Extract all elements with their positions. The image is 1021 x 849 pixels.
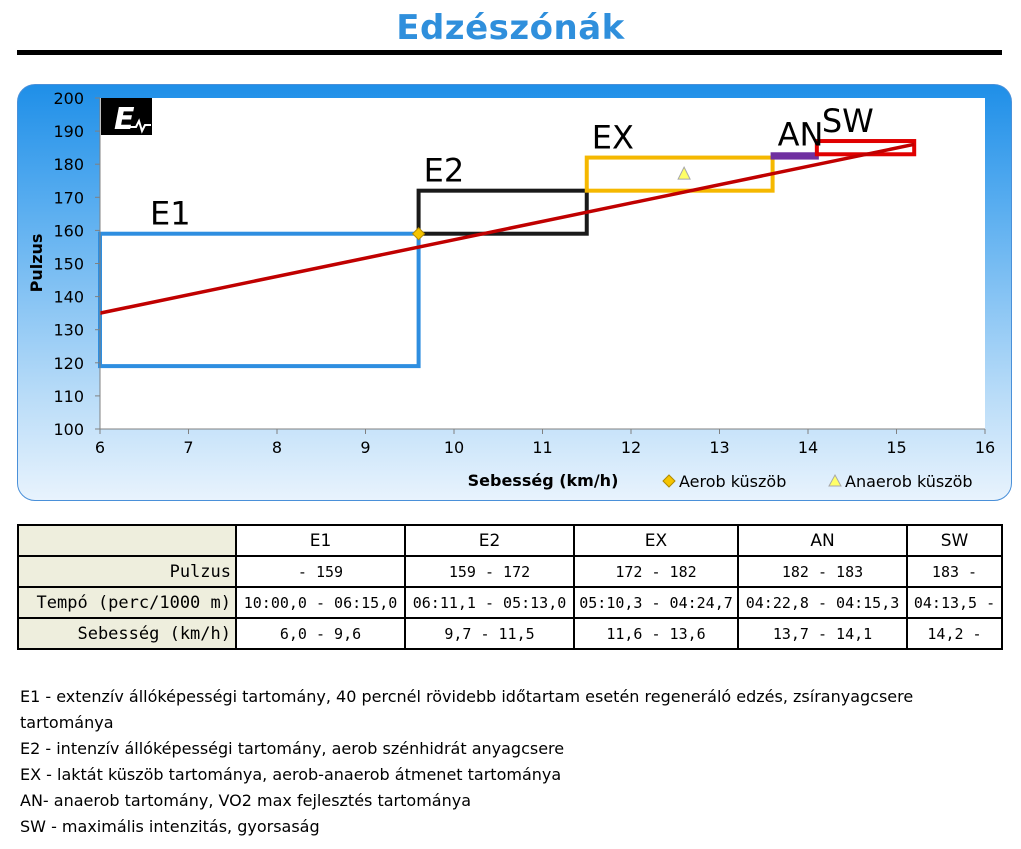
- table-cell: 04:13,5 -: [907, 587, 1002, 618]
- title-divider: [17, 50, 1002, 55]
- page-title: Edzészónák: [396, 8, 625, 48]
- table-cell: 10:00,0 - 06:15,0: [236, 587, 405, 618]
- table-cell: 183 -: [907, 556, 1002, 587]
- table-cell: 159 - 172: [405, 556, 574, 587]
- chart-frame: [17, 84, 1012, 501]
- table-row: [18, 587, 1002, 618]
- y-tick-label: 190: [53, 122, 84, 142]
- x-tick-label: 13: [709, 438, 730, 457]
- y-tick-label: 200: [53, 89, 84, 108]
- table-cell: 172 - 182: [574, 556, 738, 587]
- note-e2: E2 - intenzív állóképességi tartomány, aerob szénhidrát anyagcsere: [20, 739, 565, 758]
- legend-label-anaerob: Anaerob küszöb: [845, 472, 973, 491]
- x-tick-label: 15: [886, 438, 907, 457]
- note-sw: SW - maximális intenzitás, gyorsaság: [20, 817, 320, 836]
- x-tick-label: 7: [183, 438, 194, 457]
- note-ex: EX - laktát küszöb tartománya, aerob-anaerob átmenet tartománya: [20, 765, 562, 784]
- x-tick-label: 16: [974, 438, 996, 457]
- row-header: Sebesség (km/h): [18, 618, 236, 649]
- y-tick-label: 150: [53, 254, 84, 274]
- table-row: [18, 556, 1002, 587]
- column-header: SW: [907, 525, 1002, 556]
- table-header-row: [18, 525, 1002, 556]
- table-cell: 06:11,1 - 05:13,0: [405, 587, 574, 618]
- zone-label-sw: SW: [821, 102, 874, 141]
- plot-area: [100, 98, 985, 429]
- zone-box-an: [773, 154, 817, 157]
- note-an: AN- anaerob tartomány, VO2 max fejlesztés tartománya: [20, 791, 471, 810]
- table-cell: - 159: [236, 556, 405, 587]
- x-tick-label: 8: [271, 438, 283, 457]
- y-tick-label: 110: [53, 386, 84, 406]
- y-axis-title: Pulzus: [27, 233, 46, 293]
- x-tick-label: 14: [797, 438, 819, 457]
- y-tick-label: 100: [53, 420, 84, 439]
- note-e1: E1 - extenzív állóképességi tartomány, 40 percnél rövidebb időtartam esetén regeneráló edzés, zsíranyagcsere tartománya: [20, 687, 914, 732]
- zone-chart: [18, 85, 1011, 500]
- column-header: E2: [405, 525, 574, 556]
- column-header: EX: [574, 525, 738, 556]
- table-cell: 182 - 183: [738, 556, 907, 587]
- logo-text: E: [114, 102, 135, 137]
- table-cell: 9,7 - 11,5: [405, 618, 574, 649]
- table-cell: 13,7 - 14,1: [738, 618, 907, 649]
- zone-label-e1: E1: [150, 194, 191, 233]
- y-tick-label: 180: [53, 155, 84, 175]
- legend: [663, 472, 973, 491]
- x-tick-label: 11: [532, 438, 553, 457]
- logo-badge: [101, 98, 152, 137]
- row-header: Tempó (perc/1000 m): [18, 587, 236, 618]
- zone-notes: [20, 684, 1000, 840]
- x-tick-label: 12: [620, 438, 642, 457]
- column-header: AN: [738, 525, 907, 556]
- zone-label-e2: E2: [423, 151, 465, 190]
- y-tick-label: 140: [53, 287, 84, 307]
- table-cell: 05:10,3 - 04:24,7: [574, 587, 738, 618]
- x-tick-label: 9: [360, 438, 371, 457]
- y-tick-label: 120: [53, 353, 84, 373]
- x-axis-title: Sebesség (km/h): [467, 471, 619, 490]
- y-tick-label: 130: [53, 320, 84, 340]
- table-cell: 14,2 -: [907, 618, 1002, 649]
- zone-table: [17, 524, 1003, 650]
- y-tick-label: 170: [53, 188, 84, 208]
- table-cell: 11,6 - 13,6: [574, 618, 738, 649]
- x-tick-label: 6: [94, 438, 106, 457]
- x-tick-label: 10: [443, 438, 465, 457]
- table-row: [18, 618, 1002, 649]
- table-cell: 04:22,8 - 04:15,3: [738, 587, 907, 618]
- y-tick-label: 160: [53, 221, 84, 241]
- legend-diamond-icon: [663, 475, 675, 487]
- column-header: E1: [236, 525, 405, 556]
- table-cell: 6,0 - 9,6: [236, 618, 405, 649]
- legend-label-aerob: Aerob küszöb: [679, 472, 787, 491]
- legend-triangle-icon: [829, 475, 841, 486]
- row-header: Pulzus: [18, 556, 236, 587]
- zone-label-an: AN: [777, 115, 824, 154]
- table-corner-cell: [18, 525, 236, 556]
- zone-label-ex: EX: [591, 118, 634, 157]
